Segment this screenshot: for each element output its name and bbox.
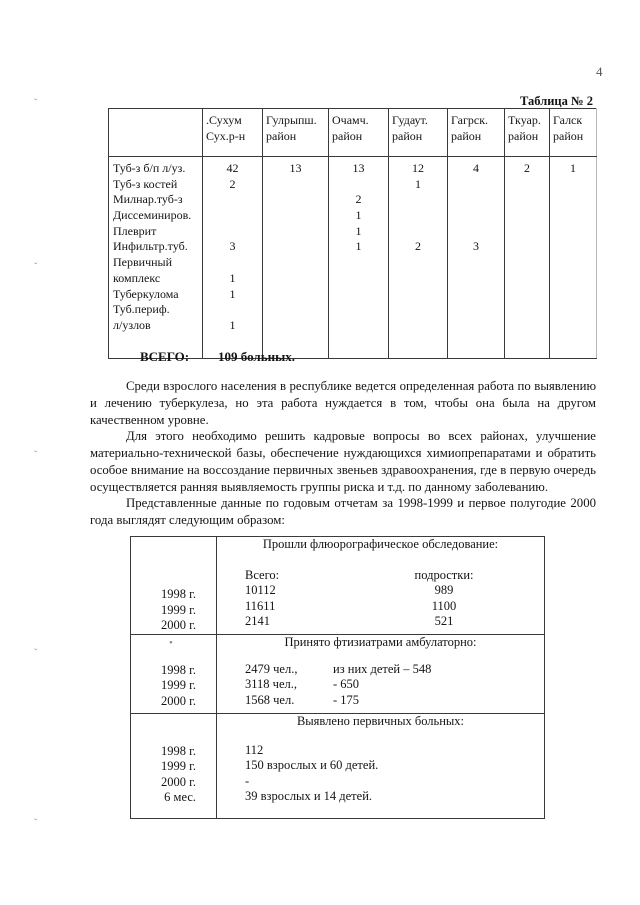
primary-patients: 150 взрослых и 60 детей. <box>245 758 379 773</box>
subheader-total: Всего: <box>245 567 280 582</box>
row-label: Туб-з костей <box>113 176 178 191</box>
year-label: 1999 г. <box>161 602 196 617</box>
values-galsk <box>550 157 597 359</box>
values-gudaut <box>389 157 448 359</box>
value-cell <box>448 177 504 193</box>
year-label: 2000 г. <box>161 618 196 632</box>
fluoro-teens: 521 <box>434 614 454 629</box>
row-label: Плеврит <box>113 223 157 238</box>
header-empty-cell <box>109 109 203 157</box>
value-cell: 1 <box>355 208 362 223</box>
paragraph-2: Для этого необходимо решить кадровые вопросы во всех районах, улучшение материально-технической базы, обеспечение нуждающихся химиопрепаратами и обратить особое внимание на воссоздание первичных звеньев здравоохранения, где в первую очередь осуществляется ранняя выявляемость группы риска и т.д. по данному заболеванию. <box>90 429 596 494</box>
fluoro-total: 2141 <box>245 614 270 629</box>
primary-patients: 39 взрослых и 14 детей. <box>245 789 373 804</box>
table-caption: Таблица № 2 <box>520 94 593 108</box>
value-cell: 1 <box>415 176 421 191</box>
row-labels-cell <box>109 157 203 359</box>
year-label: 6 мес. <box>164 790 196 804</box>
value-cell <box>203 208 262 224</box>
value-cell <box>203 302 262 318</box>
row-label: Диссеминиров. <box>113 208 192 223</box>
years-cell-ambulatory <box>131 634 217 713</box>
data-cell-ambulatory <box>217 654 545 713</box>
ambulatory-count: 3118 чел., <box>245 677 297 692</box>
value-cell: 3 <box>229 239 236 254</box>
value-cell: 3 <box>473 239 479 254</box>
column-header-gudaut: Гудаут. район <box>389 109 448 157</box>
row-label: комплекс <box>113 270 161 285</box>
value-cell: 1 <box>229 286 236 301</box>
section-title-primary: Выявлено первичных больных: <box>217 713 545 733</box>
row-label: Туб.периф. <box>113 302 170 317</box>
value-cell: 1 <box>570 161 576 175</box>
section-title-ambulatory: Принято фтизиатрами амбулаторно: <box>217 634 545 654</box>
margin-scan-mark: ˇ <box>34 648 38 659</box>
margin-scan-mark: ˇ <box>34 98 38 109</box>
column-header-galsk: Галск район <box>550 109 597 157</box>
value-cell: 1 <box>355 239 362 254</box>
value-cell <box>448 192 504 208</box>
year-label: 2000 г. <box>161 774 196 789</box>
row-label: л/узлов <box>113 317 151 332</box>
values-ochamch <box>329 157 389 359</box>
value-cell <box>389 192 447 208</box>
fluoro-total: 10112 <box>245 583 276 598</box>
margin-scan-mark: ˇ <box>34 262 38 273</box>
section-title-fluoro: Прошли флюорографическое обследование: <box>217 537 545 556</box>
ambulatory-children: - 650 <box>333 677 360 692</box>
value-cell: 2 <box>355 192 362 207</box>
year-label: 2000 г. <box>161 693 196 708</box>
row-label: Туб-з б/п л/уз. <box>113 161 186 175</box>
page-number: 4 <box>596 64 603 79</box>
column-header-sukhum: .Сухум Сух.р-н <box>203 109 263 157</box>
ambulatory-children: из них детей – 548 <box>333 661 432 676</box>
ambulatory-count: 1568 чел. <box>245 692 295 707</box>
value-cell: 2 <box>229 176 236 191</box>
value-cell: 1 <box>229 317 236 332</box>
year-label: 1998 г. <box>161 662 196 677</box>
values-tkuar <box>505 157 550 359</box>
data-cell-primary <box>217 733 545 818</box>
primary-patients: - <box>245 773 250 788</box>
values-gagrsk <box>448 157 505 359</box>
row-label: Туберкулома <box>113 286 179 301</box>
paragraph-3: Представленные данные по годовым отчетам за 1998-1999 и первое полугодие 2000 года выглядят следующим образом: <box>90 496 596 527</box>
value-cell <box>329 177 388 193</box>
value-cell <box>448 224 504 240</box>
year-label: 1999 г. <box>161 759 196 773</box>
value-cell: 1 <box>229 270 236 285</box>
row-label: Инфильтр.туб. <box>113 239 188 254</box>
value-cell: 2 <box>415 239 421 254</box>
year-label: 1999 г. <box>161 678 196 692</box>
column-header-gulripsh: Гулрыпш. район <box>263 109 329 157</box>
value-cell: 13 <box>352 161 365 175</box>
fluoro-teens: 1100 <box>431 598 457 613</box>
value-cell: 42 <box>226 161 239 175</box>
total-value: 109 больных. <box>218 349 295 364</box>
value-cell <box>389 208 447 224</box>
row-label: Милнар.туб-з <box>113 192 183 207</box>
column-header-tkuar: Ткуар. район <box>505 109 550 157</box>
years-cell-fluoro <box>131 537 217 635</box>
value-cell <box>389 224 447 240</box>
year-label: 1998 г. <box>161 587 196 601</box>
column-header-ochamch: Очамч. район <box>329 109 389 157</box>
ambulatory-children: - 175 <box>333 692 360 707</box>
subheader-teens: подростки: <box>414 567 474 582</box>
primary-patients: 112 <box>245 742 264 757</box>
fluoro-total: 11611 <box>245 598 276 613</box>
data-cell-fluoro <box>217 556 545 634</box>
value-cell <box>203 192 262 208</box>
values-gulripsh <box>263 157 329 359</box>
value-cell: 4 <box>473 161 479 175</box>
value-cell <box>448 208 504 224</box>
values-sukhum <box>203 157 263 359</box>
statistics-table <box>130 536 545 819</box>
ambulatory-count: 2479 чел., <box>245 661 298 676</box>
row-label: Первичный <box>113 255 173 270</box>
year-label: 1998 г. <box>161 743 196 758</box>
value-cell <box>203 224 262 240</box>
total-label: ВСЕГО: <box>140 349 190 364</box>
column-header-gagrsk: Гагрск. район <box>448 109 505 157</box>
bullet-mark: • <box>169 636 173 649</box>
district-table <box>108 108 597 359</box>
value-cell: 1 <box>355 223 362 238</box>
value-cell: 12 <box>412 161 424 175</box>
value-cell <box>203 255 262 271</box>
margin-scan-mark: ˇ <box>34 450 38 461</box>
paragraph-1: Среди взрослого населения в республике ведется определенная работа по выявлению и лечению туберкулеза, но эта работа нуждается в том, чтобы она была на другом качественном уровне. <box>90 379 596 427</box>
value-cell: 13 <box>289 161 302 175</box>
years-cell-primary <box>131 713 217 818</box>
value-cell: 2 <box>524 161 530 175</box>
fluoro-teens: 989 <box>434 583 454 598</box>
margin-scan-mark: ˇ <box>34 818 38 829</box>
